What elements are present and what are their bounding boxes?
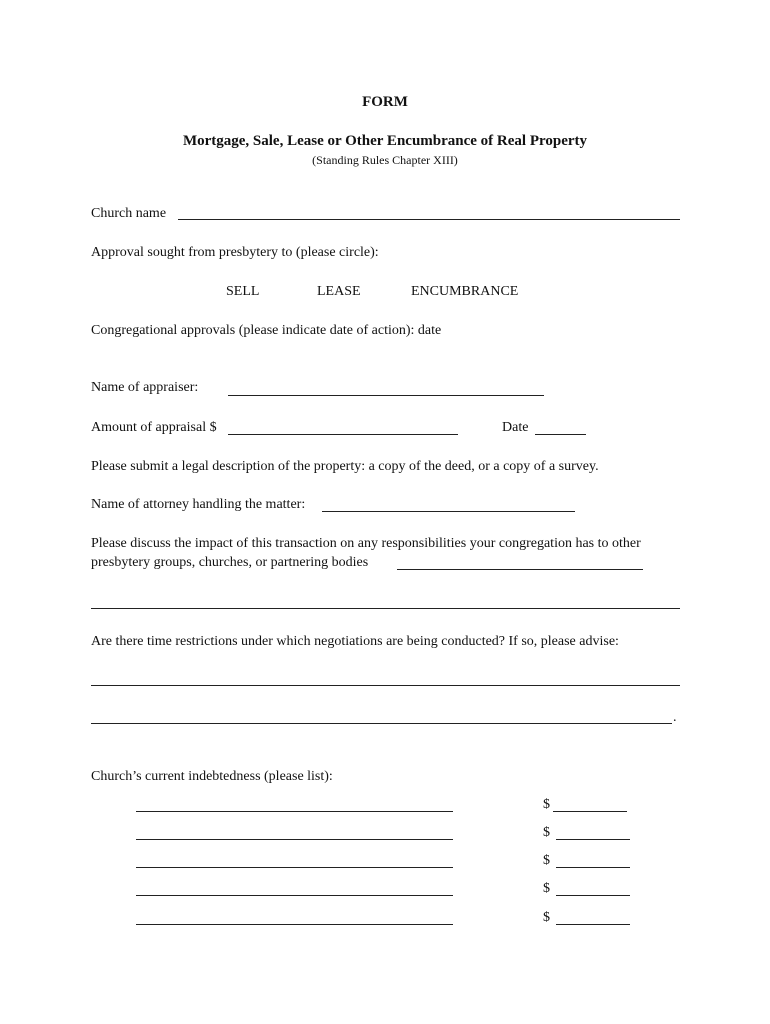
legal-description-text: Please submit a legal description of the property: a copy of the deed, or a copy of a survey.	[91, 459, 599, 474]
debt-amount-field-3[interactable]	[556, 867, 630, 868]
debt-description-field-2[interactable]	[136, 839, 453, 840]
date-label: Date	[502, 420, 529, 435]
dollar-sign-1: $	[543, 797, 550, 812]
form-title: Mortgage, Sale, Lease or Other Encumbrance of Real Property	[182, 133, 588, 149]
time-restrictions-question: Are there time restrictions under which negotiations are being conducted? If so, please advise:	[91, 634, 619, 649]
time-restrictions-field-1[interactable]	[91, 685, 680, 686]
indebtedness-label: Church’s current indebtedness (please list):	[91, 769, 333, 784]
debt-amount-field-1[interactable]	[553, 811, 627, 812]
church-name-field[interactable]	[178, 219, 680, 220]
debt-description-field-5[interactable]	[136, 924, 453, 925]
debt-amount-field-4[interactable]	[556, 895, 630, 896]
appraisal-amount-label: Amount of appraisal $	[91, 420, 217, 435]
appraiser-field[interactable]	[228, 395, 544, 396]
debt-amount-field-5[interactable]	[556, 924, 630, 925]
approval-prompt: Approval sought from presbytery to (please circle):	[91, 245, 379, 260]
impact-answer-field-1[interactable]	[397, 569, 643, 570]
option-lease[interactable]: LEASE	[317, 284, 361, 299]
option-encumbrance[interactable]: ENCUMBRANCE	[411, 284, 519, 299]
impact-question-line1: Please discuss the impact of this transaction on any responsibilities your congregation has to other	[91, 536, 641, 551]
appraisal-amount-field[interactable]	[228, 434, 458, 435]
form-subtitle: (Standing Rules Chapter XIII)	[312, 153, 458, 167]
debt-amount-field-2[interactable]	[556, 839, 630, 840]
time-restrictions-field-2[interactable]	[91, 723, 672, 724]
appraiser-label: Name of appraiser:	[91, 380, 199, 395]
debt-description-field-3[interactable]	[136, 867, 453, 868]
dollar-sign-2: $	[543, 825, 550, 840]
church-name-label: Church name	[91, 206, 167, 221]
congregational-approvals-label: Congregational approvals (please indicate date of action): date	[91, 323, 442, 338]
date-field[interactable]	[535, 434, 586, 435]
dollar-sign-5: $	[543, 910, 550, 925]
option-sell[interactable]: SELL	[226, 284, 260, 299]
dollar-sign-3: $	[543, 853, 550, 868]
attorney-field[interactable]	[322, 511, 575, 512]
impact-question-line2: presbytery groups, churches, or partnering bodies	[91, 555, 369, 570]
form-label: FORM	[362, 94, 408, 110]
dollar-sign-4: $	[543, 881, 550, 896]
debt-description-field-1[interactable]	[136, 811, 453, 812]
trailing-period: .	[673, 710, 677, 725]
attorney-label: Name of attorney handling the matter:	[91, 497, 306, 512]
debt-description-field-4[interactable]	[136, 895, 453, 896]
impact-answer-field-2[interactable]	[91, 608, 680, 609]
